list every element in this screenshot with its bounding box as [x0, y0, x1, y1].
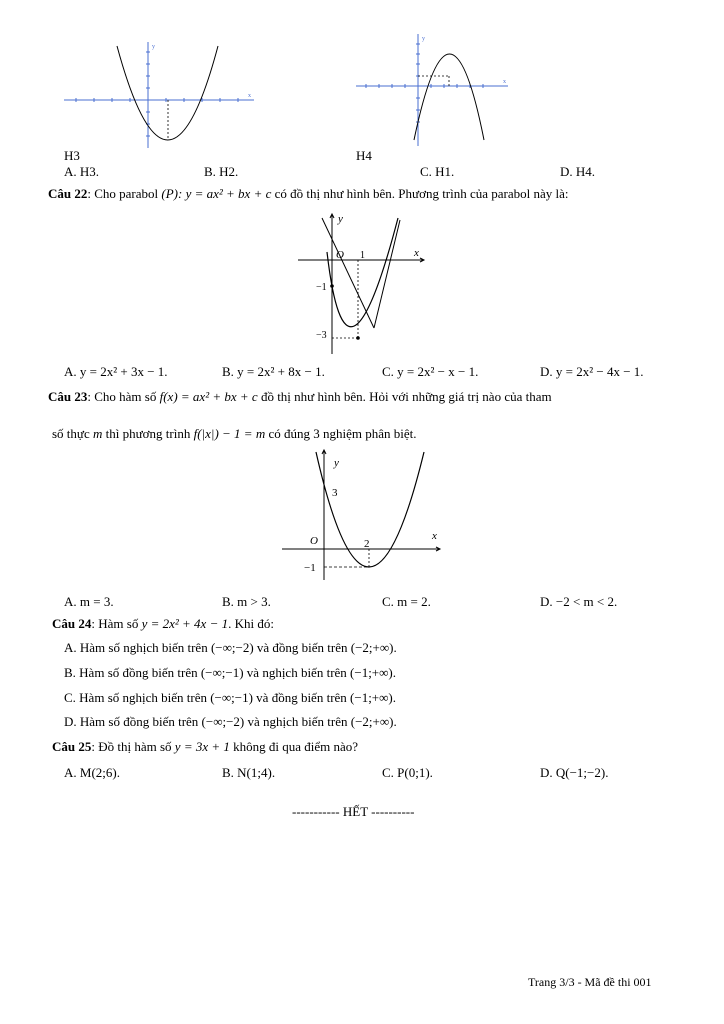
tick-minus-3: −3	[316, 330, 327, 341]
graph-q23	[278, 446, 444, 586]
option-c: C. m = 2.	[382, 594, 431, 609]
option-a: A. y = 2x² + 3x − 1.	[64, 364, 168, 379]
option-b: B. m > 3.	[222, 594, 271, 609]
graph-h4	[352, 30, 512, 148]
tick-3: 3	[332, 487, 338, 499]
formula: y = 2x² + 4x − 1	[141, 616, 229, 631]
option-d: D. Q(−1;−2).	[540, 765, 609, 780]
option-a: A. H3.	[64, 164, 100, 179]
axis-x-label: x	[432, 530, 437, 542]
option-b: B. H2.	[204, 164, 239, 179]
graph-q22	[296, 210, 428, 360]
formula: f(|x|) − 1 = m	[193, 426, 266, 441]
svg-text:x: x	[503, 79, 506, 85]
tick-1: 1	[360, 250, 365, 261]
graph-h3	[60, 38, 260, 150]
axis-x-label: x	[414, 247, 419, 259]
end-marker: ----------- HẾT ----------	[292, 804, 415, 819]
question-23-line-2: số thực m thì phương trình f(|x|) − 1 = m có đúng 3 nghiệm phân biệt.	[52, 426, 417, 441]
svg-text:x: x	[248, 93, 251, 99]
tick-2: 2	[364, 538, 370, 550]
formula: (P): y = ax² + bx + c	[161, 186, 272, 201]
formula: y = 3x + 1	[174, 739, 230, 754]
h3-label: H3	[64, 148, 80, 163]
option-c: C. Hàm số nghịch biến trên (−∞;−1) và đồng biến trên (−1;+∞).	[64, 690, 396, 705]
question-number: Câu 23	[48, 389, 88, 404]
question-number: Câu 25	[52, 739, 92, 754]
option-a: A. Hàm số nghịch biến trên (−∞;−2) và đồng biến trên (−2;+∞).	[64, 640, 397, 655]
option-d: D. −2 < m < 2.	[540, 594, 618, 609]
origin-label: O	[336, 249, 344, 261]
option-d: D. H4.	[560, 164, 596, 179]
option-b: B. Hàm số đồng biến trên (−∞;−1) và nghịch biến trên (−1;+∞).	[64, 665, 396, 680]
option-c: C. y = 2x² − x − 1.	[382, 364, 479, 379]
question-22: Câu 22: Cho parabol (P): y = ax² + bx + c có đồ thị như hình bên. Phương trình của parabol này là:	[48, 186, 569, 201]
question-25: Câu 25: Đồ thị hàm số y = 3x + 1 không đi qua điểm nào?	[52, 739, 359, 754]
axis-y-label: y	[338, 213, 343, 225]
axis-y-label: y	[334, 457, 339, 469]
option-d: D. Hàm số đồng biến trên (−∞;−2) và nghịch biến trên (−2;+∞).	[64, 714, 397, 729]
question-number: Câu 24	[52, 616, 92, 631]
option-a: A. m = 3.	[64, 594, 114, 609]
option-c: C. P(0;1).	[382, 765, 433, 780]
tick-minus-1: −1	[316, 282, 327, 293]
svg-text:y: y	[152, 44, 155, 50]
origin-label: O	[310, 535, 318, 547]
option-d: D. y = 2x² − 4x − 1.	[540, 364, 644, 379]
option-b: B. N(1;4).	[222, 765, 276, 780]
question-24: Câu 24: Hàm số y = 2x² + 4x − 1. Khi đó:	[52, 616, 274, 631]
svg-text:y: y	[422, 36, 425, 42]
question-23: Câu 23: Cho hàm số f(x) = ax² + bx + c đồ thị như hình bên. Hỏi với những giá trị nào của tham	[48, 389, 552, 404]
tick-minus-1: −1	[304, 562, 316, 574]
option-c: C. H1.	[420, 164, 455, 179]
option-a: A. M(2;6).	[64, 765, 120, 780]
page-footer: Trang 3/3 - Mã đề thi 001	[528, 975, 652, 989]
h4-label: H4	[356, 148, 372, 163]
option-b: B. y = 2x² + 8x − 1.	[222, 364, 325, 379]
question-number: Câu 22	[48, 186, 88, 201]
formula: f(x) = ax² + bx + c	[159, 389, 258, 404]
